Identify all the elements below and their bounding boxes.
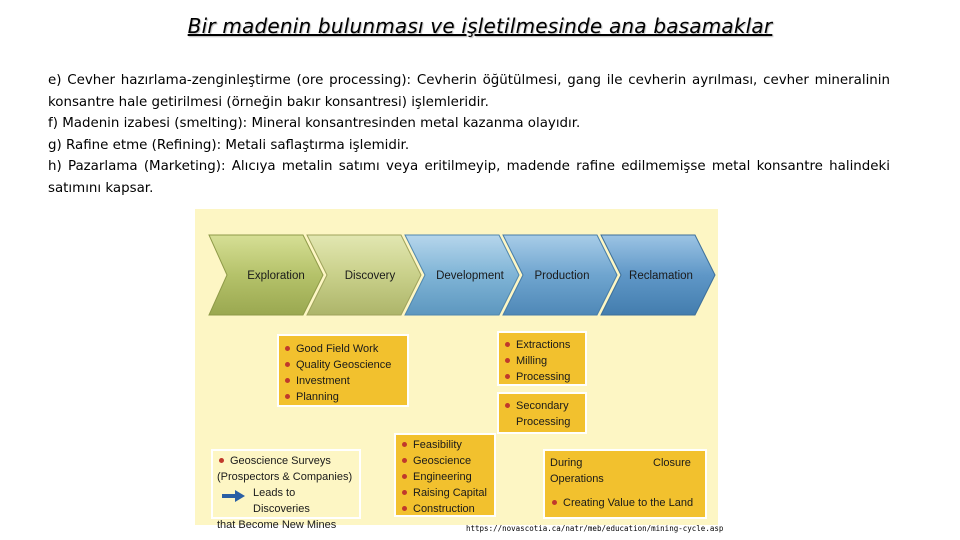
body-text [48, 70, 890, 199]
list-item: Milling [503, 353, 581, 369]
list-item: Geoscience [400, 453, 490, 469]
stage-label-reclamation: Reclamation [629, 270, 693, 282]
during-label: During [550, 457, 583, 469]
list-item: Feasibility [400, 437, 490, 453]
paragraph-smelting: f) Madenin izabesi (smelting): Mineral konsantresinden metal kazanma olayıdır. [48, 116, 581, 131]
secondary-processing-box [497, 392, 587, 434]
list-item: Processing [503, 369, 581, 385]
paragraph-ore-processing: e) Cevher hazırlama-zenginleştirme (ore processing): Cevherin öğütülmesi, gang ile cevherin ayrılması, cevher mineralinin konsantre hale getirilmesi (örneğin bakır konsantresi) işlemleridir. [48, 73, 890, 110]
paragraph-marketing: h) Pazarlama (Marketing): Alıcıya metalin satımı veya eritilmeyip, madende rafine edilmemişse metal konsantre halindeki satımını kapsar. [48, 159, 890, 196]
stage-label-production: Production [534, 270, 590, 282]
exploration-requirements-box [277, 334, 409, 407]
surveys-line-3: Leads to Discoveries [253, 487, 310, 515]
stage-label-exploration: Exploration [247, 270, 305, 282]
list-item: Planning [283, 389, 403, 405]
geoscience-surveys-box [211, 449, 361, 531]
list-item: Engineering [400, 469, 490, 485]
source-link[interactable]: https://novascotia.ca/natr/meb/education/mining-cycle.asp [466, 524, 724, 533]
surveys-line-2: (Prospectors & Companies) [217, 471, 353, 483]
paragraph-refining: g) Rafine etme (Refining): Metali saflaştırma işlemidir. [48, 137, 410, 153]
surveys-line-4: that Become New Mines [217, 519, 337, 531]
development-requirements-box [394, 433, 496, 517]
surveys-line-1: Geoscience Surveys [217, 453, 355, 469]
stage-label-development: Development [436, 270, 504, 282]
operations-label: Operations [550, 473, 604, 485]
list-item: Investment [283, 373, 403, 389]
stage-label-discovery: Discovery [344, 270, 396, 282]
list-item: Secondary Processing [503, 398, 578, 430]
value-line: Creating Value to the Land [550, 495, 693, 511]
reclamation-box [543, 449, 707, 519]
list-item: Construction [400, 501, 490, 517]
page-title: Bir madenin bulunması ve işletilmesinde ana basamaklar [187, 14, 773, 38]
list-item: Good Field Work [283, 341, 403, 357]
list-item: Raising Capital [400, 485, 490, 501]
production-steps-box [497, 331, 587, 386]
list-item: Quality Geoscience [283, 357, 403, 373]
list-item: Extractions [503, 337, 581, 353]
closure-label: Closure [653, 457, 691, 469]
